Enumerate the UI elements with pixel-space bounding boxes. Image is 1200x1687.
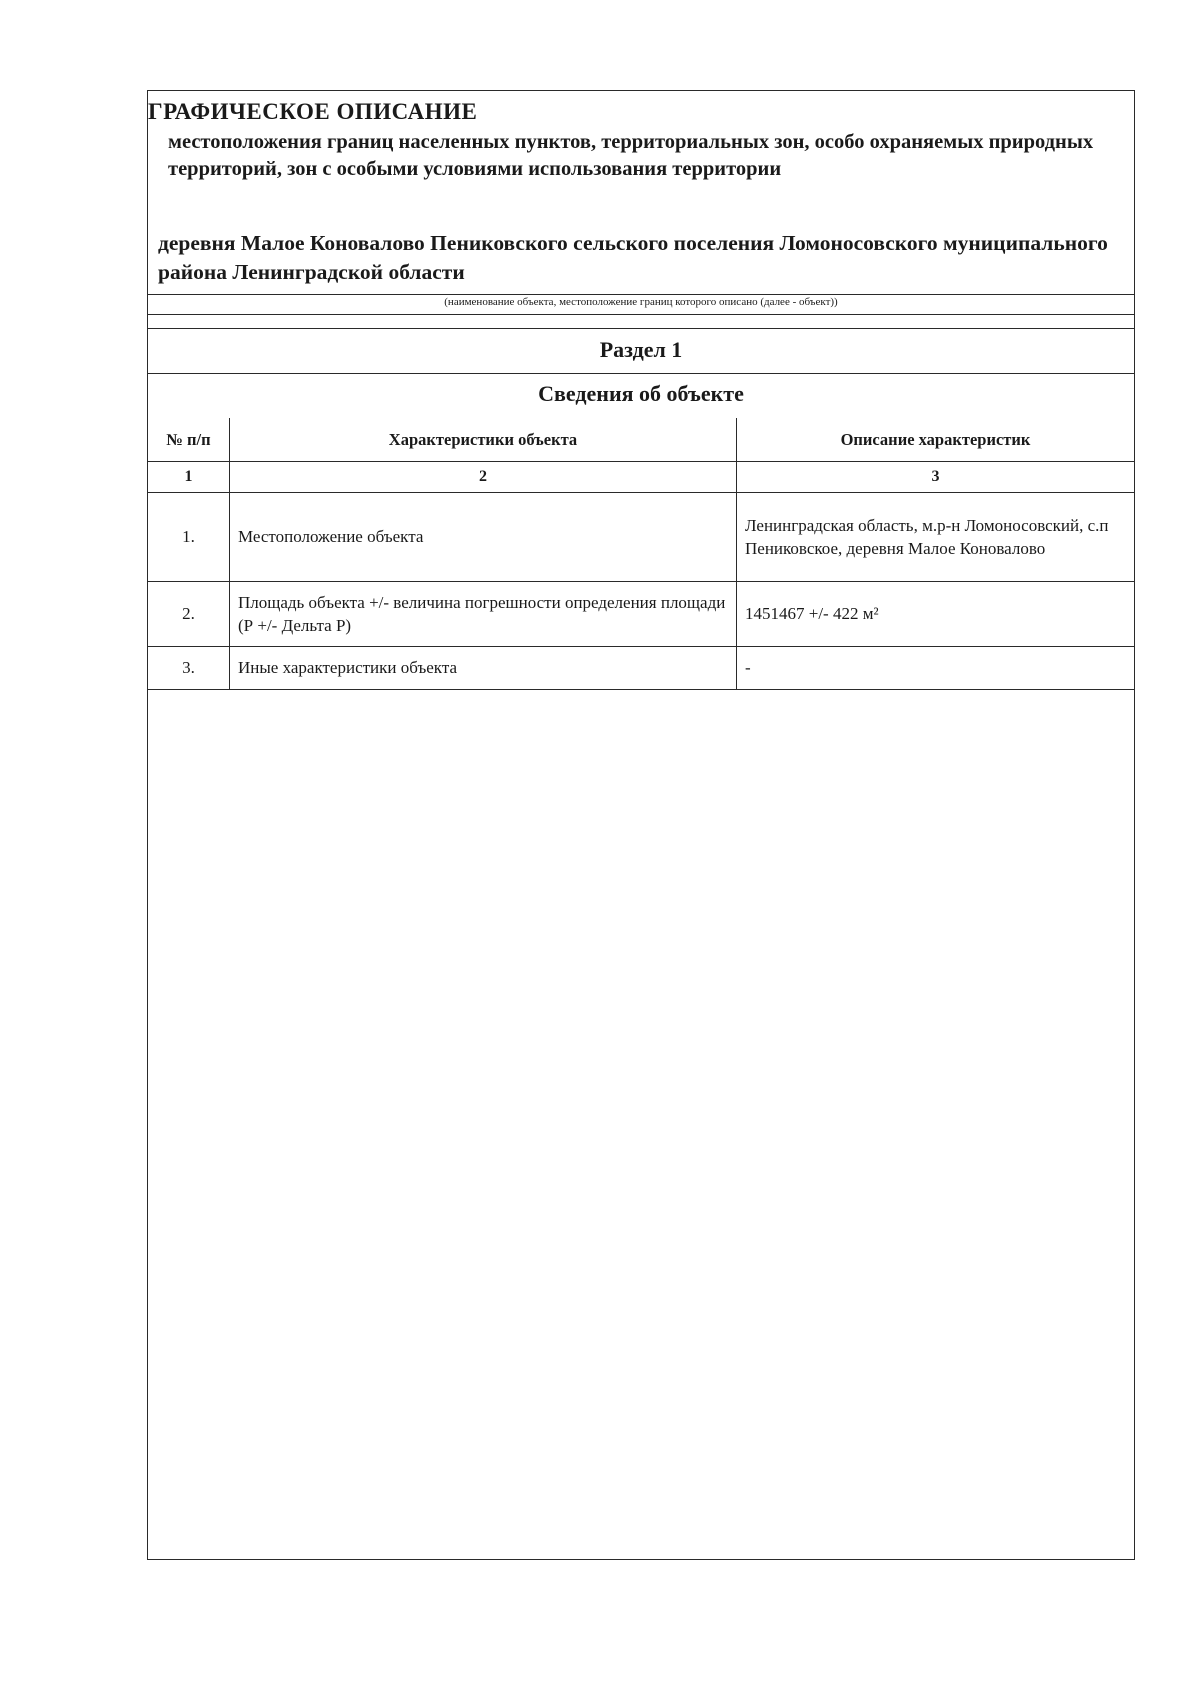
column-number: 2 (230, 462, 737, 493)
object-name-caption: (наименование объекта, местоположение границ которого описано (далее - объект)) (444, 296, 838, 308)
row-number: 2. (148, 582, 230, 647)
column-number-row (148, 462, 1134, 493)
row-value: - (737, 647, 1135, 690)
table-row (148, 493, 1134, 582)
column-number: 3 (737, 462, 1135, 493)
table-row (148, 582, 1134, 647)
header-description: Описание характеристик (737, 418, 1135, 462)
row-characteristic: Иные характеристики объекта (230, 647, 737, 690)
document-frame (147, 90, 1135, 1560)
row-value: Ленинградская область, м.р-н Ломоносовский, с.п Пениковское, деревня Малое Коновалово (737, 493, 1135, 582)
document-subtitle: местоположения границ населенных пунктов, территориальных зон, особо охраняемых природных территорий, зон с особыми условиями использования территории (168, 131, 1094, 180)
section-subtitle: Сведения об объекте (538, 381, 744, 406)
divider (148, 328, 1134, 329)
object-name: деревня Малое Коновалово Пениковского сельского поселения Ломоносовского муниципального района Ленинградской области (158, 231, 1108, 284)
column-number: 1 (148, 462, 230, 493)
document-title: ГРАФИЧЕСКОЕ ОПИСАНИЕ (148, 99, 478, 124)
row-number: 3. (148, 647, 230, 690)
section-title: Раздел 1 (599, 337, 683, 362)
row-number: 1. (148, 493, 230, 582)
row-characteristic: Площадь объекта +/- величина погрешности определения площади (Р +/- Дельта Р) (230, 582, 737, 647)
table-row (148, 647, 1134, 690)
table-header-row (148, 418, 1134, 462)
header-number: № п/п (148, 418, 230, 462)
divider (148, 373, 1134, 374)
divider (148, 314, 1134, 315)
object-info-table (148, 418, 1134, 690)
divider (148, 294, 1134, 295)
header-characteristic: Характеристики объекта (230, 418, 737, 462)
row-value: 1451467 +/- 422 м² (737, 582, 1135, 647)
row-characteristic: Местоположение объекта (230, 493, 737, 582)
